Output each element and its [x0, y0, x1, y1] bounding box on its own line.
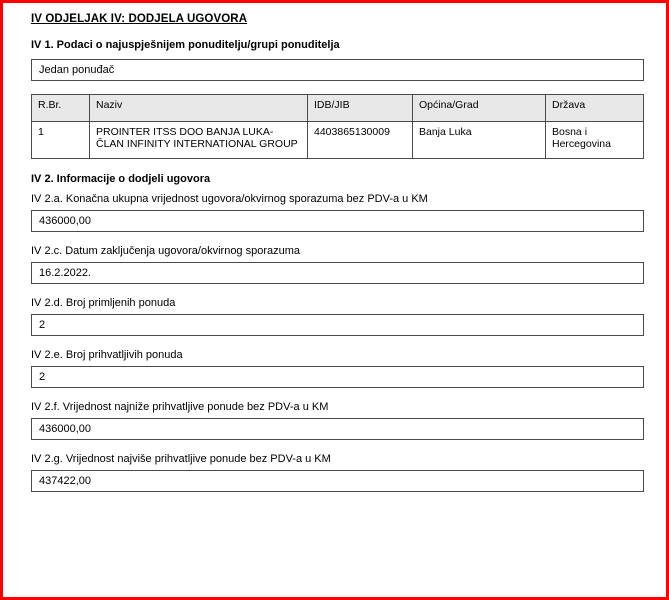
column-header-rbr: R.Br. — [32, 95, 90, 122]
subsection-title-iv2: IV 2. Informacije o dodjeli ugovora — [31, 173, 211, 185]
page-title: IV ODJELJAK IV: DODJELA UGOVORA — [31, 13, 248, 25]
field-label-iv2f: IV 2.f. Vrijednost najniže prihvatljive ponude bez PDV-a u KM — [31, 401, 329, 413]
column-header-idb: IDB/JIB — [308, 95, 413, 122]
field-value-iv2g: 437422,00 — [31, 470, 644, 492]
bidder-type-field: Jedan ponuđač — [31, 59, 644, 81]
cell-rbr: 1 — [32, 122, 90, 159]
field-label-iv2g: IV 2.g. Vrijednost najviše prihvatljive ponude bez PDV-a u KM — [31, 453, 331, 465]
cell-drzava: Bosna i Hercegovina — [546, 122, 644, 159]
field-value-iv2f: 436000,00 — [31, 418, 644, 440]
column-header-naziv: Naziv — [90, 95, 308, 122]
field-label-iv2d: IV 2.d. Broj primljenih ponuda — [31, 297, 176, 309]
field-value-iv2e: 2 — [31, 366, 644, 388]
cell-idb: 4403865130009 — [308, 122, 413, 159]
cell-naziv: PROINTER ITSS DOO BANJA LUKA-ČLAN INFINITY INTERNATIONAL GROUP — [90, 122, 308, 159]
field-label-iv2a: IV 2.a. Konačna ukupna vrijednost ugovora/okvirnog sporazuma bez PDV-a u KM — [31, 193, 428, 205]
field-label-iv2c: IV 2.c. Datum zaključenja ugovora/okvirnog sporazuma — [31, 245, 301, 257]
subsection-title-iv1: IV 1. Podaci o najuspješnijem ponuditelju/grupi ponuditelja — [31, 39, 340, 51]
field-label-iv2e: IV 2.e. Broj prihvatljivih ponuda — [31, 349, 183, 361]
field-value-iv2d: 2 — [31, 314, 644, 336]
column-header-drzava: Država — [546, 95, 644, 122]
cell-opcina: Banja Luka — [413, 122, 546, 159]
document-content — [3, 3, 666, 515]
table-header-row — [32, 95, 644, 122]
table-row — [32, 122, 644, 159]
bidder-table — [31, 94, 644, 159]
field-value-iv2c: 16.2.2022. — [31, 262, 644, 284]
column-header-opcina: Općina/Grad — [413, 95, 546, 122]
field-value-iv2a: 436000,00 — [31, 210, 644, 232]
